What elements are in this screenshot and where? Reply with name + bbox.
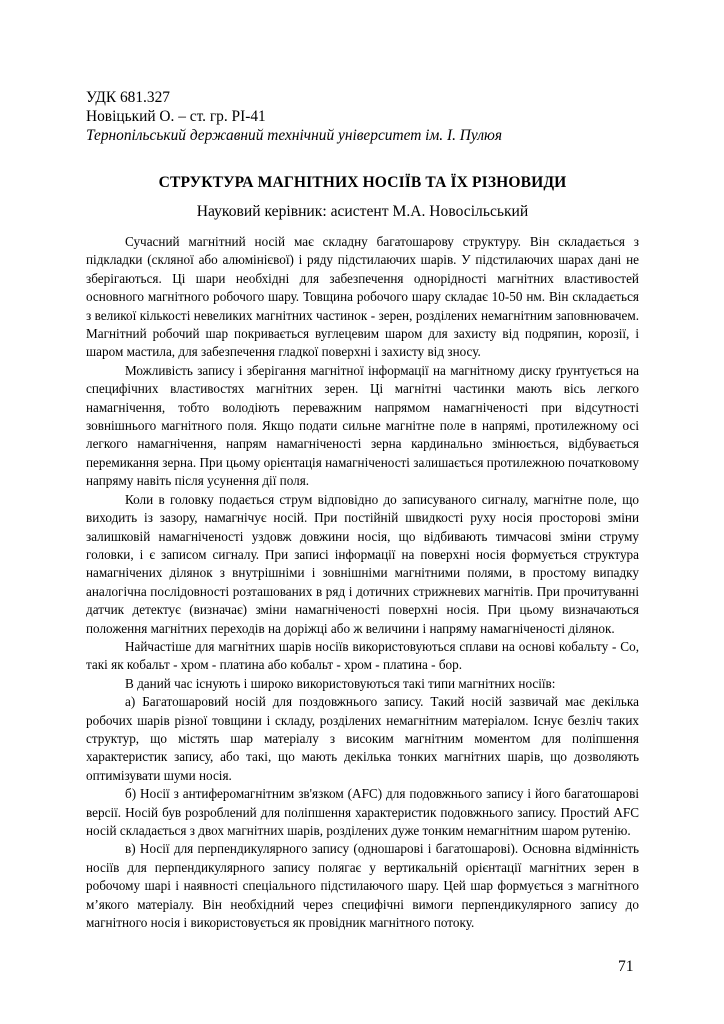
paragraph: Найчастіше для магнітних шарів носіїв використовуються сплави на основі кобальту - Co, такі як кобальт - хром - платина або кобальт - хром - платина - бор. — [86, 638, 639, 673]
paragraph: Можливість запису і зберігання магнітної інформації на магнітному диску ґрунтується на специфічних властивостях магнітних зерен. Ці магнітні частинки мають вісь легкого намагнічення, тобто володіють переважним напрямом намагніченості при відсутності зовнішнього магнітного поля. Якщо подати сильне магнітне поле в напрямі, протилежному осі легкого намагнічення, напрям намагніченості зерна кардинально змінюється, відбувається перемикання зерна. При цьому орієнтація намагніченості залишається протилежною початковому напряму навіть після усунення дії поля. — [86, 362, 639, 489]
article-body — [86, 233, 639, 932]
page-content — [86, 88, 639, 932]
list-item-a: а) Багатошаровий носій для поздовжнього запису. Такий носій зазвичай має декілька робочих шарів різної товщини і складу, розділених немагнітним матеріалом. Існує безліч таких структур, що містять шар матеріалу з високим магнітним моментом для поліпшення характеристик запису, або такі, що мають декілька тонких магнітних шарів, що дозволяють оптимізувати шуми носія. — [86, 694, 639, 783]
list-item-b: б) Носії з антиферомагнітним зв'язком (AFC) для подовжнього запису і його багатошарові версії. Носій був розроблений для поліпшення характеристик подовжнього запису. Простий AFC носій складається з двох магнітних шарів, розділених дуже тонким немагнітним шаром рутенію. — [86, 786, 639, 838]
scientific-advisor: Науковий керівник: асистент М.А. Новосільський — [196, 203, 529, 220]
affiliation-line: Тернопільський державний технічний університет ім. І. Пулюя — [86, 127, 503, 144]
list-item-c: в) Носії для перпендикулярного запису (одношарові і багатошарові). Основна відмінність носіїв для перпендикулярного запису полягає у вертикальній орієнтації магнітних зерен в робочому шарі і наявності спеціального підстилаючого шару. Цей шар формується з магнітного м’якого матеріалу. Він необхідний через специфічні вимоги перпендикулярного запису до магнітного носія і використовується як провідник магнітного потоку. — [86, 841, 639, 931]
paragraph: Сучасний магнітний носій має складну багатошарову структуру. Він складається з підкладки (скляної або алюмінієвої) і ряду підстилаючих шарів. У підстилаючих шарах дані не зберігаються. Ці шари необхідні для забезпечення однорідності магнітних властивостей основного магнітного робочого шару. Товщина робочого шару складає 10-50 нм. Він складається з великої кількості невеликих магнітних частинок - зерен, розділених немагнітним заповнювачем. Магнітний робочий шар покривається вуглецевим шаром для захисту від подряпин, корозії, і шаром мастила, для забезпечення гладкої поверхні і захисту від зносу. — [86, 234, 639, 360]
udc-code: УДК 681.327 — [86, 89, 170, 106]
page-number: 71 — [618, 958, 634, 975]
article-title: СТРУКТУРА МАГНІТНИХ НОСІЇВ ТА ЇХ РІЗНОВИДИ — [158, 174, 567, 191]
author-line: Новіцький О. – ст. гр. РІ-41 — [86, 108, 266, 125]
paragraph: В даний час існують і широко використовуються такі типи магнітних носіїв: — [125, 675, 556, 691]
paragraph: Коли в головку подається струм відповідно до записуваного сигналу, магнітне поле, що виходить із зазору, намагнічує носій. При постійній швидкості руху носія просторові зміни залишковій намагніченості уздовж довжини носія, що відбивають тимчасові зміни струму головки, і є записом сигналу. При записі інформації на поверхні носія формується структура намагнічених ділянок з внутрішніми і зовнішніми магнітними полями, в простому випадку аналогічна послідовності розташованих в ряд і дотичних стрижневих магнітів. При прочитуванні датчик детектує (визначає) зміни намагніченості поверхні носія. При цьому визначаються положення магнітних переходів на доріжці або ж величини і напряму намагніченості ділянок. — [86, 491, 639, 636]
